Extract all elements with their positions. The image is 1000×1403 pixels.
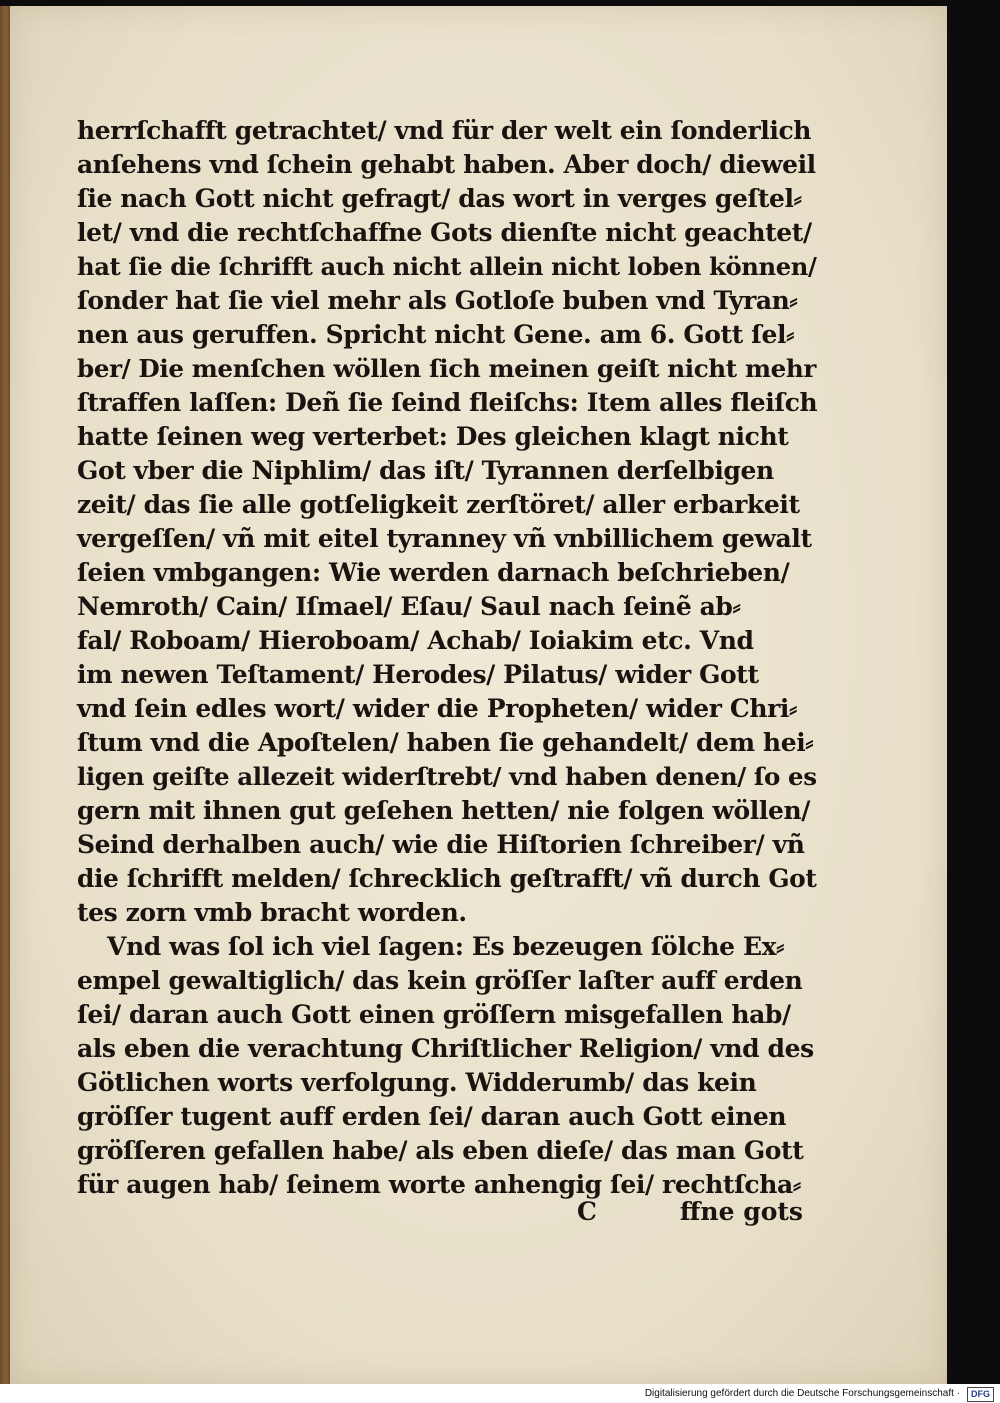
book-page	[10, 6, 947, 1384]
text-line: ſonder hat ſie viel mehr als Gotloſe buben vnd Tyran⸗	[77, 286, 798, 315]
text-line: empel gewaltiglich/ das kein gröſſer laſter auff erden	[77, 966, 803, 995]
funding-credit: Digitalisierung gefördert durch die Deutsche Forschungsgemeinschaft ·	[644, 1388, 960, 1399]
text-line: Seind derhalben auch/ wie die Hiſtorien ſchreiber/ vñ	[77, 830, 805, 859]
text-line: zeit/ das ſie alle gotſeligkeit zerſtöret/ aller erbarkeit	[77, 490, 800, 519]
text-line: für augen hab/ ſeinem worte anhengig ſei/ rechtſcha⸗	[77, 1170, 801, 1199]
text-line: ſie nach Gott nicht gefragt/ das wort in verges geſtel⸗	[77, 184, 802, 213]
signature-mark: C	[577, 1197, 597, 1226]
text-line: let/ vnd die rechtſchaffne Gots dienſte nicht geachtet/	[77, 218, 812, 247]
text-line: gröſſer tugent auff erden ſei/ daran auch Gott einen	[77, 1102, 787, 1131]
catchword: ffne gots	[679, 1197, 803, 1226]
page-foot-line	[577, 1194, 817, 1230]
text-line: herrſchafft getrachtet/ vnd für der welt ein ſonderlich	[77, 116, 812, 145]
text-line: vnd ſein edles wort/ wider die Propheten/ wider Chri⸗	[77, 694, 797, 723]
text-line: im newen Teſtament/ Herodes/ Pilatus/ wider Gott	[77, 660, 759, 689]
dfg-logo-icon: DFG	[967, 1387, 994, 1402]
text-line: als eben die verachtung Chriſtlicher Religion/ vnd des	[77, 1034, 814, 1063]
text-line: die ſchrifft melden/ ſchrecklich geſtrafft/ vñ durch Got	[77, 864, 817, 893]
text-line: hat ſie die ſchrifft auch nicht allein nicht loben können/	[77, 252, 817, 281]
text-line: ligen geiſte allezeit widerſtrebt/ vnd haben denen/ ſo es	[77, 762, 817, 791]
text-line: ſtraffen laſſen: Deñ ſie ſeind fleiſchs: Item alles fleiſch	[77, 388, 818, 417]
text-line: Nemroth/ Cain/ Iſmael/ Eſau/ Saul nach ſeinẽ ab⸗	[77, 592, 741, 621]
text-line: hatte ſeinen weg verterbet: Des gleichen klagt nicht	[77, 422, 789, 451]
text-line: tes zorn vmb bracht worden.	[77, 898, 467, 927]
text-line: gern mit ihnen gut geſehen hetten/ nie folgen wöllen/	[77, 796, 810, 825]
text-line: ſtum vnd die Apoſtelen/ haben ſie gehandelt/ dem hei⸗	[77, 728, 814, 757]
text-line: ſei/ daran auch Gott einen gröſſern misgefallen hab/	[77, 1000, 791, 1029]
page-text-block	[77, 114, 817, 1202]
footer-bar	[0, 1384, 1000, 1403]
text-line: vergeſſen/ vñ mit eitel tyranney vñ vnbillichem gewalt	[77, 524, 812, 553]
text-line: Got vber die Niphlim/ das iſt/ Tyrannen derſelbigen	[77, 456, 774, 485]
text-line: ber/ Die menſchen wöllen ſich meinen geiſt nicht mehr	[77, 354, 816, 383]
paragraph-start-line: Vnd was ſol ich viel ſagen: Es bezeugen ſölche Ex⸗	[107, 932, 785, 961]
text-line: ſeien vmbgangen: Wie werden darnach beſchrieben/	[77, 558, 790, 587]
text-line: nen aus geruffen. Spricht nicht Gene. am 6. Gott ſel⸗	[77, 320, 795, 349]
text-line: anſehens vnd ſchein gehabt haben. Aber doch/ dieweil	[77, 150, 816, 179]
text-line: fal/ Roboam/ Hieroboam/ Achab/ Ioiakim etc. Vnd	[77, 626, 754, 655]
text-line: Götlichen worts verfolgung. Widderumb/ das kein	[77, 1068, 757, 1097]
text-line: gröſſeren gefallen habe/ als eben dieſe/ das man Gott	[77, 1136, 804, 1165]
